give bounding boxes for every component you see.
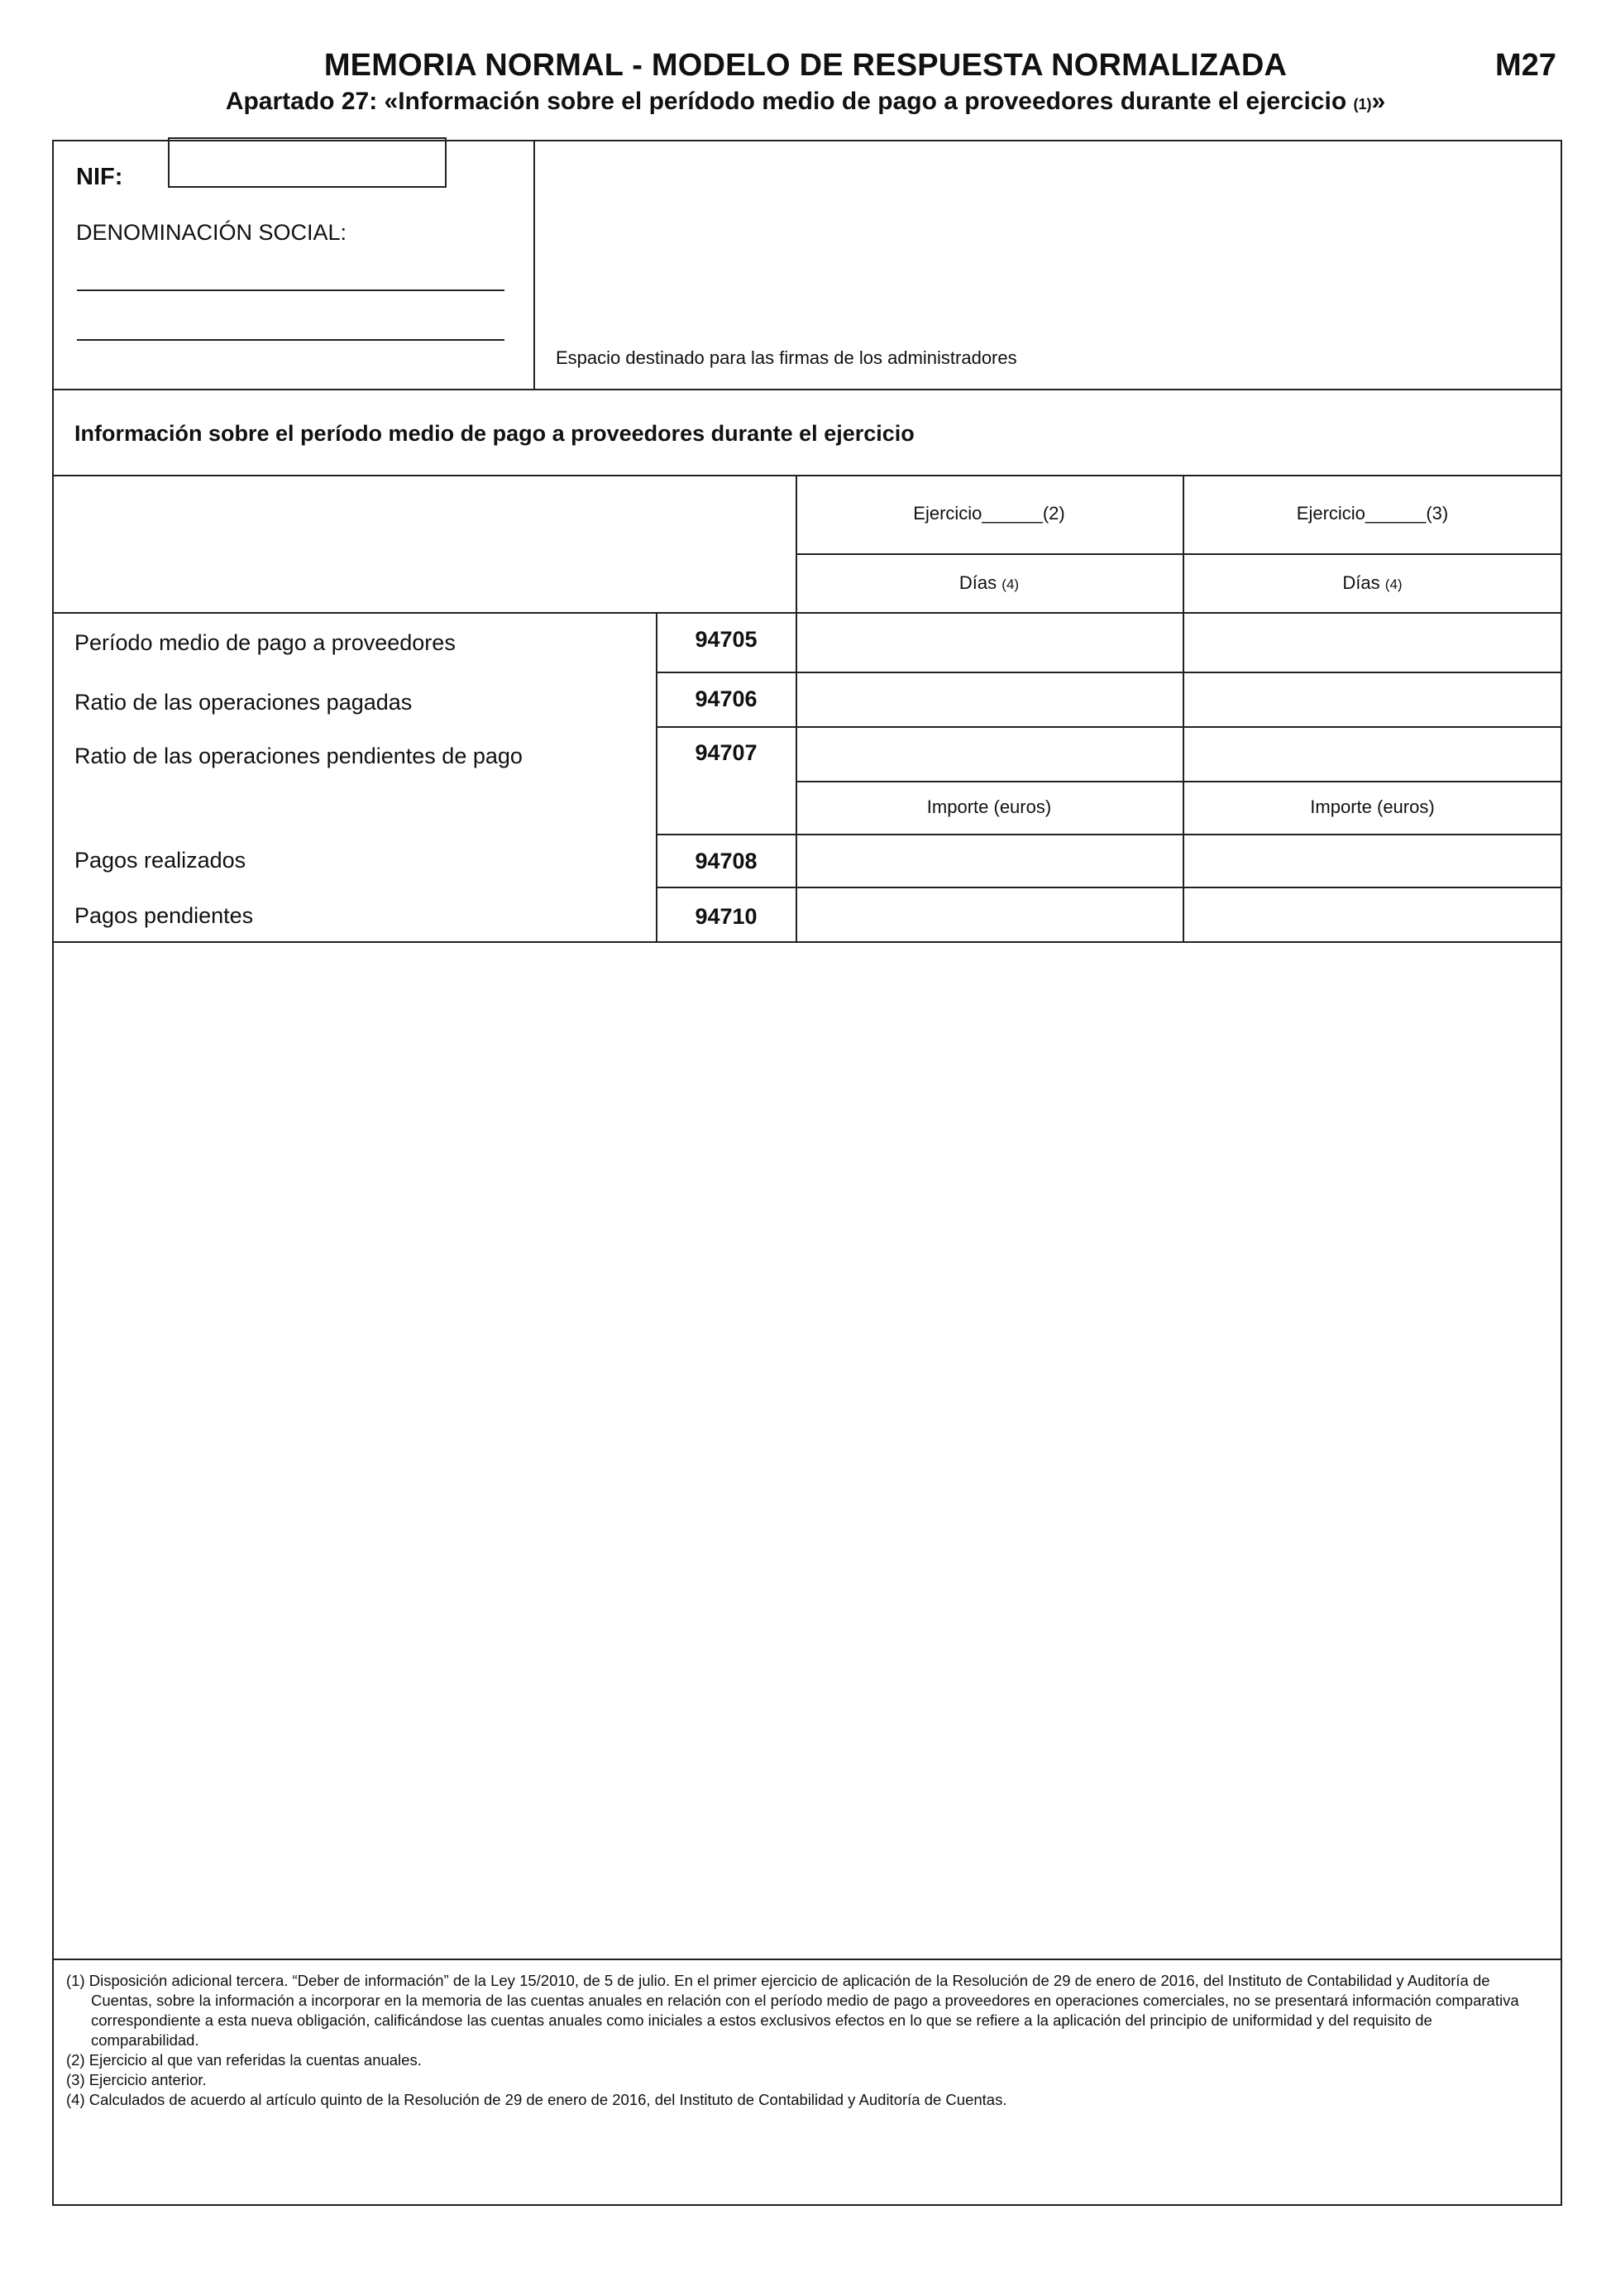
header-ejercicio-previous: Ejercicio______(3)	[1296, 503, 1449, 524]
signature-space-label: Espacio destinado para las firmas de los administradores	[556, 347, 1017, 368]
row-value-previous[interactable]	[1184, 673, 1562, 726]
header-dias-previous	[1183, 572, 1562, 594]
footnotes	[66, 1971, 1538, 2110]
header-dias-current	[796, 572, 1183, 594]
header-importe-current: Importe (euros)	[926, 796, 1052, 817]
row-label: Ratio de las operaciones pagadas	[74, 690, 413, 715]
row-code: 94707	[695, 740, 758, 765]
row-label: Pagos realizados	[74, 848, 246, 873]
code-column-divider	[656, 612, 657, 943]
nif-label: NIF:	[76, 164, 123, 190]
row-label: Pagos pendientes	[74, 903, 254, 928]
subtitle-footnote-ref: (1)	[1353, 96, 1372, 112]
row-value-current[interactable]	[797, 614, 1183, 672]
row-value-previous[interactable]	[1184, 835, 1562, 887]
row-label: Período medio de pago a proveedores	[74, 630, 456, 655]
form-code: M27	[1495, 48, 1556, 83]
subtitle-end: »	[1371, 88, 1386, 115]
header-divider	[796, 553, 1562, 555]
footnote: (4) Calculados de acuerdo al artículo quinto de la Resolución de 29 de enero de 2016, del Instituto de Contabilidad y Auditoría de Cuentas.	[66, 2091, 1007, 2108]
nif-field[interactable]	[168, 137, 447, 188]
section-title: Información sobre el período medio de pago a proveedores durante el ejercicio	[74, 421, 915, 446]
row-code: 94706	[695, 686, 758, 711]
denominacion-line-1[interactable]	[77, 289, 504, 291]
form-frame	[52, 140, 1562, 2206]
row-value-current[interactable]	[797, 835, 1183, 887]
dias-footnote-ref: (4)	[1001, 576, 1020, 592]
dias-label: Días	[1342, 572, 1380, 593]
row-value-current[interactable]	[797, 673, 1183, 726]
row-code: 94708	[695, 849, 758, 873]
code-column-gap	[657, 781, 796, 835]
row-label: Ratio de las operaciones pendientes de pago	[74, 744, 523, 768]
separator	[52, 1959, 1562, 1960]
header-importe-previous: Importe (euros)	[1310, 796, 1435, 817]
row-code: 94710	[695, 904, 758, 929]
row-value-current[interactable]	[797, 888, 1183, 941]
row-code: 94705	[695, 627, 758, 652]
separator	[52, 389, 1562, 390]
row-value-previous[interactable]	[1184, 888, 1562, 941]
denominacion-line-2[interactable]	[77, 339, 504, 341]
separator	[52, 475, 1562, 476]
header-ejercicio-current: Ejercicio______(2)	[913, 503, 1065, 524]
subtitle-text: Apartado 27: «Información sobre el perídodo medio de pago a proveedores durante el ejercicio	[225, 88, 1347, 115]
form-title: MEMORIA NORMAL - MODELO DE RESPUESTA NORMALIZADA	[323, 48, 1288, 83]
footnote: (2) Ejercicio al que van referidas la cuentas anuales.	[66, 2051, 422, 2069]
id-divider	[533, 140, 535, 390]
footnote: (1) Disposición adicional tercera. “Deber de información” de la Ley 15/2010, de 5 de julio. En el primer ejercicio de aplicación de la Resolución de 29 de enero de 2016, del Instituto de Contabilidad y Auditoría de Cuentas, sobre la información a incorporar en la memoria de las cuentas anuales en relación con el período medio de pago a proveedores en operaciones comerciales, no se presentará información comparativa correspondiente a esta nueva obligación, calificándose las cuentas anuales como iniciales a estos exclusivos efectos en lo que se refiere a la aplicación del principio de uniformidad y del requisito de comparabilidad.	[66, 1972, 1519, 2049]
form-subtitle	[0, 88, 1611, 116]
row-value-previous[interactable]	[1184, 728, 1562, 781]
separator	[52, 941, 1562, 943]
footnote: (3) Ejercicio anterior.	[66, 2071, 207, 2088]
row-value-current[interactable]	[797, 728, 1183, 781]
row-value-previous[interactable]	[1184, 614, 1562, 672]
denominacion-label: DENOMINACIÓN SOCIAL:	[76, 220, 347, 245]
dias-label: Días	[958, 572, 997, 593]
dias-footnote-ref: (4)	[1384, 576, 1403, 592]
